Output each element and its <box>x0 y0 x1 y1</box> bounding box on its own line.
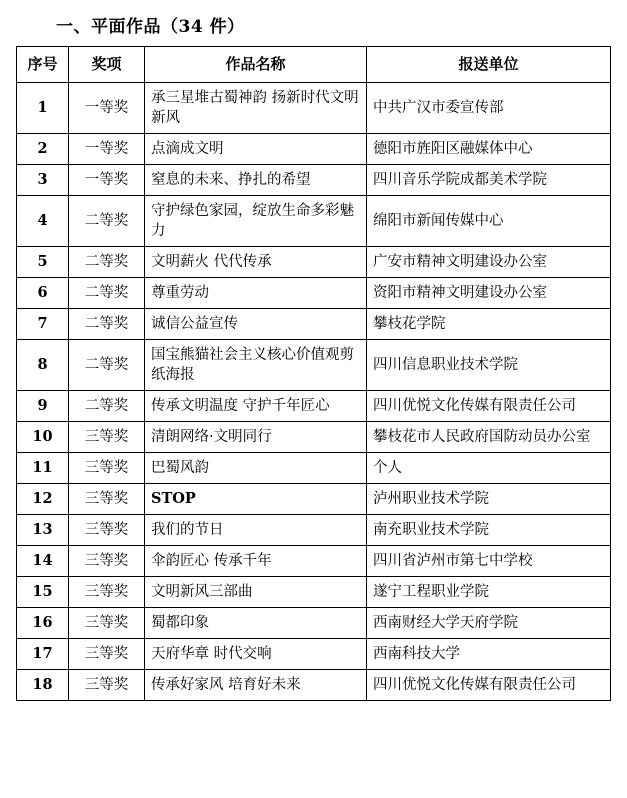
cell-work-name: 尊重劳动 <box>145 277 367 308</box>
cell-award: 二等奖 <box>69 339 145 390</box>
table-row <box>17 277 611 308</box>
cell-no: 13 <box>17 514 69 545</box>
cell-submitting-unit: 遂宁工程职业学院 <box>367 576 611 607</box>
cell-award: 一等奖 <box>69 164 145 195</box>
cell-submitting-unit: 个人 <box>367 452 611 483</box>
cell-work-name: 点滴成文明 <box>145 133 367 164</box>
cell-no: 10 <box>17 421 69 452</box>
cell-no: 7 <box>17 308 69 339</box>
table-row <box>17 576 611 607</box>
cell-submitting-unit: 德阳市旌阳区融媒体中心 <box>367 133 611 164</box>
table-row <box>17 514 611 545</box>
cell-work-name: 清朗网络·文明同行 <box>145 421 367 452</box>
cell-submitting-unit: 四川信息职业技术学院 <box>367 339 611 390</box>
cell-work-name: 文明薪火 代代传承 <box>145 246 367 277</box>
table-row <box>17 545 611 576</box>
cell-award: 三等奖 <box>69 638 145 669</box>
table-row <box>17 483 611 514</box>
cell-award: 三等奖 <box>69 452 145 483</box>
cell-no: 11 <box>17 452 69 483</box>
cell-submitting-unit: 中共广汉市委宣传部 <box>367 82 611 133</box>
table-header-row <box>17 47 611 83</box>
cell-award: 三等奖 <box>69 545 145 576</box>
cell-no: 2 <box>17 133 69 164</box>
column-header-no: 序号 <box>17 47 69 83</box>
cell-submitting-unit: 绵阳市新闻传媒中心 <box>367 195 611 246</box>
cell-no: 9 <box>17 390 69 421</box>
cell-submitting-unit: 四川省泸州市第七中学校 <box>367 545 611 576</box>
cell-no: 3 <box>17 164 69 195</box>
cell-award: 一等奖 <box>69 133 145 164</box>
cell-submitting-unit: 四川音乐学院成都美术学院 <box>367 164 611 195</box>
table-row <box>17 164 611 195</box>
table-row <box>17 246 611 277</box>
table-row <box>17 607 611 638</box>
cell-award: 二等奖 <box>69 195 145 246</box>
cell-work-name: 守护绿色家园，绽放生命多彩魅力 <box>145 195 367 246</box>
table-row <box>17 133 611 164</box>
table-row <box>17 390 611 421</box>
table-row <box>17 339 611 390</box>
cell-award: 二等奖 <box>69 246 145 277</box>
works-table <box>16 46 611 701</box>
cell-submitting-unit: 泸州职业技术学院 <box>367 483 611 514</box>
cell-no: 17 <box>17 638 69 669</box>
table-row <box>17 195 611 246</box>
cell-submitting-unit: 西南科技大学 <box>367 638 611 669</box>
cell-no: 1 <box>17 82 69 133</box>
cell-no: 5 <box>17 246 69 277</box>
table-row <box>17 82 611 133</box>
cell-award: 三等奖 <box>69 576 145 607</box>
cell-work-name: 文明新风三部曲 <box>145 576 367 607</box>
table-row <box>17 308 611 339</box>
cell-submitting-unit: 四川优悦文化传媒有限责任公司 <box>367 669 611 700</box>
cell-no: 6 <box>17 277 69 308</box>
cell-award: 三等奖 <box>69 421 145 452</box>
cell-submitting-unit: 攀枝花市人民政府国防动员办公室 <box>367 421 611 452</box>
cell-work-name: 我们的节日 <box>145 514 367 545</box>
table-row <box>17 421 611 452</box>
cell-award: 二等奖 <box>69 308 145 339</box>
table-row <box>17 638 611 669</box>
cell-submitting-unit: 攀枝花学院 <box>367 308 611 339</box>
cell-award: 三等奖 <box>69 669 145 700</box>
cell-submitting-unit: 资阳市精神文明建设办公室 <box>367 277 611 308</box>
cell-work-name: 天府华章 时代交响 <box>145 638 367 669</box>
cell-work-name: 传承文明温度 守护千年匠心 <box>145 390 367 421</box>
cell-work-name: 传承好家风 培育好未来 <box>145 669 367 700</box>
table-row <box>17 452 611 483</box>
cell-submitting-unit: 广安市精神文明建设办公室 <box>367 246 611 277</box>
cell-submitting-unit: 南充职业技术学院 <box>367 514 611 545</box>
cell-no: 14 <box>17 545 69 576</box>
cell-no: 8 <box>17 339 69 390</box>
cell-award: 一等奖 <box>69 82 145 133</box>
cell-award: 三等奖 <box>69 514 145 545</box>
cell-no: 4 <box>17 195 69 246</box>
cell-submitting-unit: 四川优悦文化传媒有限责任公司 <box>367 390 611 421</box>
cell-no: 18 <box>17 669 69 700</box>
cell-work-name: 巴蜀风韵 <box>145 452 367 483</box>
cell-award: 三等奖 <box>69 607 145 638</box>
cell-award: 三等奖 <box>69 483 145 514</box>
column-header-award: 奖项 <box>69 47 145 83</box>
cell-no: 15 <box>17 576 69 607</box>
cell-submitting-unit: 西南财经大学天府学院 <box>367 607 611 638</box>
cell-work-name: 诚信公益宣传 <box>145 308 367 339</box>
table-row <box>17 669 611 700</box>
cell-work-name: 窒息的未来、挣扎的希望 <box>145 164 367 195</box>
cell-work-name: 承三星堆古蜀神韵 扬新时代文明新风 <box>145 82 367 133</box>
cell-work-name: 蜀都印象 <box>145 607 367 638</box>
cell-work-name: 国宝熊猫社会主义核心价值观剪纸海报 <box>145 339 367 390</box>
cell-no: 16 <box>17 607 69 638</box>
page-title: 一、平面作品（34 件） <box>56 17 245 37</box>
cell-work-name: 伞韵匠心 传承千年 <box>145 545 367 576</box>
cell-no: 12 <box>17 483 69 514</box>
column-header-name: 作品名称 <box>145 47 367 83</box>
cell-award: 二等奖 <box>69 390 145 421</box>
cell-work-name: STOP <box>145 483 367 514</box>
column-header-unit: 报送单位 <box>367 47 611 83</box>
cell-award: 二等奖 <box>69 277 145 308</box>
